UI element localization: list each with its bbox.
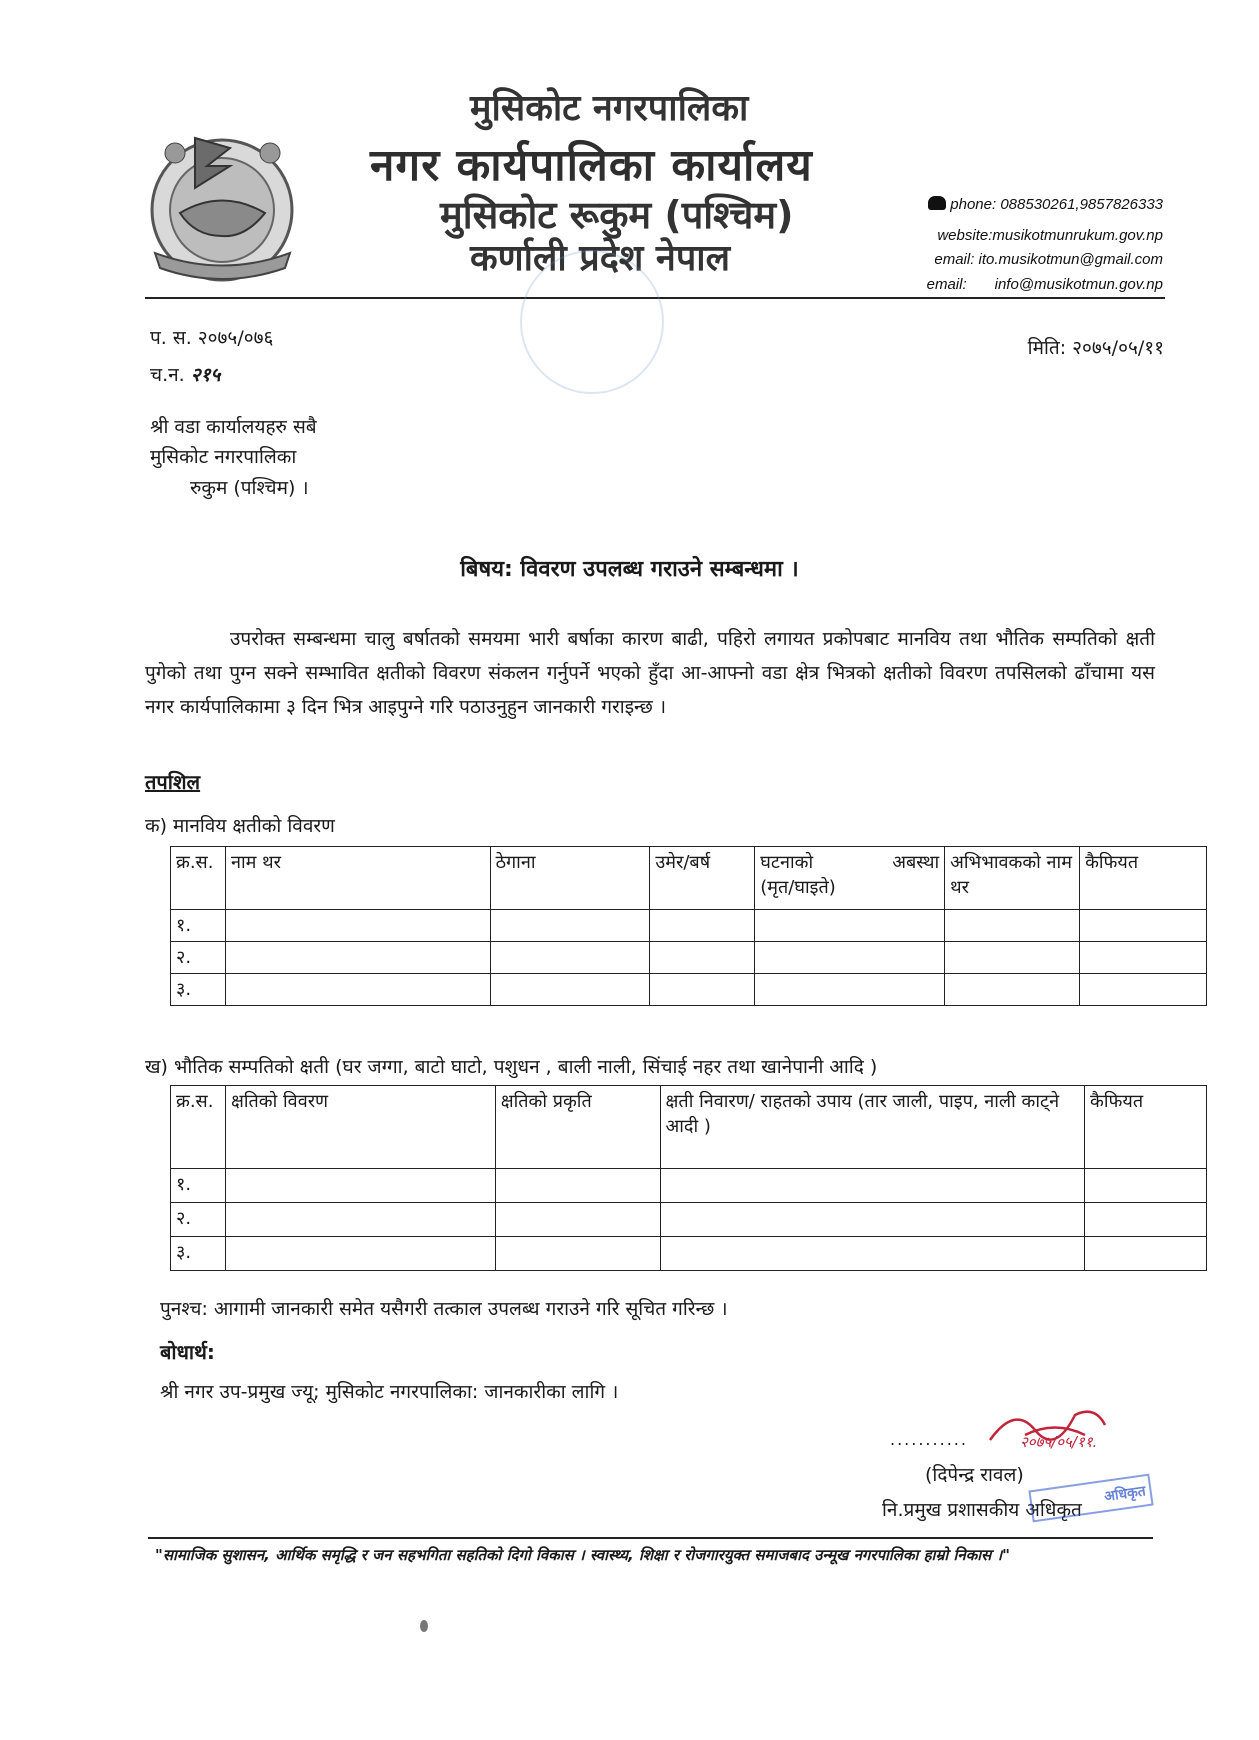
property-loss-table: [170, 1085, 1207, 1271]
row-serial: २.: [171, 942, 226, 974]
letter-body: [145, 622, 1155, 724]
scan-speck: [420, 1620, 428, 1632]
website-text: website:musikotmunrukum.gov.np: [937, 227, 1163, 244]
coat-of-arms-emblem: [135, 118, 310, 293]
signature-dots: ...........: [890, 1430, 968, 1449]
col-relief-measure: क्षती निवारण/ राहतको उपाय (तार जाली, पाइप, नाली काट्ने आदी ): [660, 1086, 1085, 1169]
footer-motto: "सामाजिक सुशासन, आर्थिक समृद्धि र जन सहभगिता सहतिको दिगो विकास । स्वास्थ्य, शिक्षा र रोजगारयुक्त समाजबाद उन्मूख नगरपालिका हाम्रो निकास ।": [155, 1546, 1010, 1564]
chalani-label: च.न.: [150, 364, 185, 386]
body-text: उपरोक्त सम्बन्धमा चालु बर्षातको समयमा भारी बर्षाका कारण बाढी, पहिरो लगायत प्रकोपबाट मानविय तथा भौतिक सम्पतिको क्षती पुगेको तथा पुग्न सक्ने सम्भावित क्षतीको विवरण संकलन गर्नुपर्ने भएको हुँदा आ-आफ्नो वडा क्षेत्र भित्रको क्षतीको विवरण तपसिलको ढाँचामा यस नगर कार्यपालिकामा ३ दिन भित्र आइपुग्ने गरि पठाउनुहुन जानकारी गराइन्छ ।: [145, 628, 1155, 718]
signatory-name: (दिपेन्द्र रावल): [925, 1464, 1024, 1486]
table-row: [171, 1203, 1207, 1237]
row-serial: ३.: [171, 1237, 226, 1271]
email-value-1: ito.musikotmun@gmail.com: [978, 251, 1163, 268]
table-row: [171, 910, 1207, 942]
bodharth-label: बोधार्थ:: [160, 1340, 215, 1364]
section-a-title: क) मानविय क्षतीको विवरण: [145, 815, 335, 837]
postscript: पुनश्च: आगामी जानकारी समेत यसैगरी तत्काल उपलब्ध गराउने गरि सूचित गरिन्छ ।: [160, 1298, 728, 1320]
table-row: [171, 1237, 1207, 1271]
col-loss-nature: क्षतिको प्रकृति: [495, 1086, 660, 1169]
official-blue-stamp: अधिकृत: [1028, 1474, 1153, 1523]
col-serial: क्र.स.: [171, 847, 226, 910]
chalani-number: [150, 361, 220, 387]
row-serial: ३.: [171, 974, 226, 1006]
human-loss-table: [170, 846, 1207, 1006]
table-header-row: [171, 847, 1207, 910]
email-label-2: email:: [926, 276, 967, 293]
office-name: नगर कार्यपालिका कार्यालय: [370, 140, 813, 191]
section-b-title: ख) भौतिक सम्पतिको क्षती (घर जग्गा, बाटो घाटो, पशुधन , बाली नाली, सिंचाई नहर तथा खानेपानी आदि ): [145, 1056, 878, 1078]
district-name: मुसिकोट रूकुम (पश्चिम): [440, 193, 794, 237]
row-serial: १.: [171, 910, 226, 942]
phone-text: phone: 088530261,9857826333: [950, 196, 1163, 213]
row-serial: १.: [171, 1169, 226, 1203]
chalani-value: २१५: [190, 364, 221, 386]
email-line-1: [934, 251, 1163, 268]
telephone-icon: [928, 196, 946, 210]
bodharth-line: श्री नगर उप-प्रमुख ज्यू; मुसिकोट नगरपालिका: जानकारीका लागि ।: [160, 1381, 619, 1403]
table-row: [171, 942, 1207, 974]
signatory-title: नि.प्रमुख प्रशासकीय अधिकृत: [882, 1499, 1082, 1521]
table-row: [171, 1169, 1207, 1203]
province-name: कर्णाली प्रदेश नेपाल: [470, 238, 731, 279]
tapasil-heading: तपशिल: [145, 770, 201, 794]
col-address: ठेगाना: [490, 847, 650, 910]
municipality-name: मुसिकोट नगरपालिका: [470, 88, 749, 129]
col-guardian: अभिभावकको नाम थर: [945, 847, 1080, 910]
col-serial: क्र.स.: [171, 1086, 226, 1169]
col-incident-note: (मृत/घाइते): [760, 877, 836, 898]
addressee-line-1: श्री वडा कार्यालयहरु सबै: [150, 416, 317, 438]
letter-subject: बिषय: विवरण उपलब्ध गराउने सम्बन्धमा ।: [460, 557, 799, 582]
addressee-line-3: रुकुम (पश्चिम) ।: [190, 477, 309, 499]
faint-office-stamp: [520, 250, 664, 394]
letter-date: मिति: २०७५/०५/११: [1027, 337, 1164, 359]
patra-sankhya: प. स. २०७५/०७६: [150, 327, 274, 349]
col-remarks: कैफियत: [1085, 1086, 1207, 1169]
table-row: [171, 974, 1207, 1006]
table-header-row: [171, 1086, 1207, 1169]
addressee-line-2: मुसिकोट नगरपालिका: [150, 446, 297, 468]
email-value-2: info@musikotmun.gov.np: [994, 276, 1163, 293]
col-remarks: कैफियत: [1080, 847, 1207, 910]
email-label-1: email:: [934, 251, 975, 268]
col-age: उमेर/बर्ष: [650, 847, 755, 910]
col-incident-status: [755, 847, 945, 910]
col-incident-word: घटनाको: [760, 852, 814, 873]
phone-line: [928, 196, 1163, 213]
row-serial: २.: [171, 1203, 226, 1237]
signature-date: २०७५/०५/११.: [1020, 1433, 1098, 1451]
email-line-2: [927, 276, 1163, 293]
col-status-word: अबस्था: [892, 852, 940, 873]
footer-divider: [148, 1537, 1153, 1539]
col-name: नाम थर: [225, 847, 490, 910]
col-loss-detail: क्षतिको विवरण: [225, 1086, 495, 1169]
